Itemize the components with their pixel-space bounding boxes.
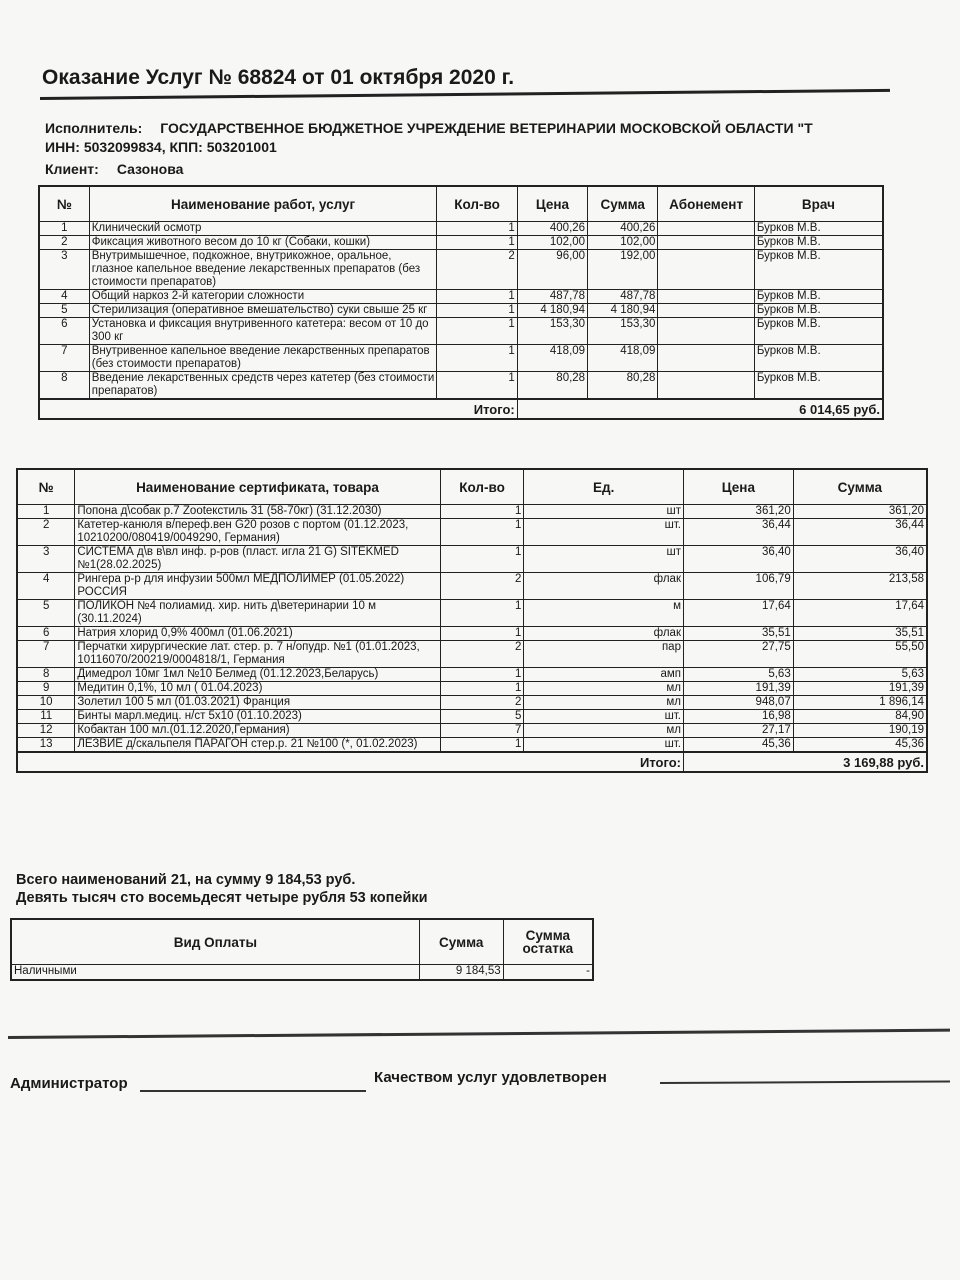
services-row: [39, 236, 883, 250]
service-subscription: [658, 372, 754, 400]
goods-sum: 213,58: [793, 573, 927, 600]
quality-label: Качеством услуг удовлетворен: [374, 1069, 607, 1086]
services-header-row: [39, 186, 883, 222]
goods-table: [16, 468, 928, 773]
payment-col-sum: Сумма: [419, 919, 503, 965]
goods-name: Кобактан 100 мл.(01.12.2020,Германия): [75, 724, 440, 738]
service-name: Общий наркоз 2-й категории сложности: [89, 290, 437, 304]
row-num: 13: [17, 738, 75, 753]
row-num: 6: [39, 318, 89, 345]
goods-price: 27,75: [683, 641, 793, 668]
service-doctor: Бурков М.В.: [754, 250, 883, 290]
goods-qty: 1: [440, 600, 524, 627]
services-col-qty: Кол-во: [437, 186, 517, 222]
goods-row: [17, 738, 927, 753]
row-num: 4: [39, 290, 89, 304]
goods-name: Перчатки хирургические лат. стер. р. 7 н/опудр. №1 (01.01.2023, 10116070/200219/0004818/1, Германия: [75, 641, 440, 668]
service-subscription: [658, 290, 754, 304]
service-doctor: Бурков М.В.: [754, 318, 883, 345]
services-row: [39, 290, 883, 304]
service-doctor: Бурков М.В.: [754, 372, 883, 400]
goods-qty: 2: [440, 696, 524, 710]
service-qty: 1: [437, 236, 517, 250]
goods-qty: 7: [440, 724, 524, 738]
admin-signature-line: [140, 1090, 366, 1092]
services-total-row: [39, 399, 883, 419]
goods-qty: 1: [440, 519, 524, 546]
goods-row: [17, 710, 927, 724]
service-qty: 1: [437, 304, 517, 318]
goods-unit: шт.: [524, 738, 684, 753]
service-subscription: [658, 345, 754, 372]
services-row: [39, 250, 883, 290]
goods-qty: 1: [440, 546, 524, 573]
goods-price: 36,44: [683, 519, 793, 546]
summary-total-line: Всего наименований 21, на сумму 9 184,53 руб.: [16, 872, 356, 888]
service-subscription: [658, 250, 754, 290]
goods-price: 36,40: [683, 546, 793, 573]
goods-sum: 36,40: [793, 546, 927, 573]
row-num: 5: [17, 600, 75, 627]
goods-price: 16,98: [683, 710, 793, 724]
row-num: 11: [17, 710, 75, 724]
goods-price: 17,64: [683, 600, 793, 627]
service-doctor: Бурков М.В.: [754, 222, 883, 236]
service-doctor: Бурков М.В.: [754, 345, 883, 372]
goods-total-value: 3 169,88 руб.: [683, 752, 927, 772]
payment-col-remainder: Сумма остатка: [503, 919, 593, 965]
service-sum: 80,28: [588, 372, 658, 400]
goods-col-price: Цена: [683, 469, 793, 505]
goods-unit: пар: [524, 641, 684, 668]
goods-price: 361,20: [683, 505, 793, 519]
services-col-name: Наименование работ, услуг: [89, 186, 437, 222]
goods-name: ПОЛИКОН №4 полиамид. хир. нить д\ветеринарии 10 м (30.11.2024): [75, 600, 440, 627]
service-name: Внутривенное капельное введение лекарственных препаратов (без стоимости препаратов): [89, 345, 437, 372]
services-row: [39, 222, 883, 236]
goods-row: [17, 505, 927, 519]
service-name: Введение лекарственных средств через катетер (без стоимости препаратов): [89, 372, 437, 400]
goods-name: Катетер-канюля в/переф.вен G20 розов с портом (01.12.2023, 10210200/080419/0049290, Германия): [75, 519, 440, 546]
service-name: Стерилизация (оперативное вмешательство) суки свыше 25 кг: [89, 304, 437, 318]
payment-header-row: [11, 919, 593, 965]
goods-col-qty: Кол-во: [440, 469, 524, 505]
row-num: 10: [17, 696, 75, 710]
goods-qty: 1: [440, 738, 524, 753]
goods-unit: шт.: [524, 519, 684, 546]
goods-unit: мл: [524, 696, 684, 710]
goods-sum: 361,20: [793, 505, 927, 519]
row-num: 1: [39, 222, 89, 236]
goods-price: 5,63: [683, 668, 793, 682]
service-sum: 192,00: [588, 250, 658, 290]
payment-type-cell: Наличными: [11, 965, 419, 981]
goods-row: [17, 641, 927, 668]
goods-col-unit: Ед.: [524, 469, 684, 505]
goods-qty: 1: [440, 627, 524, 641]
goods-qty: 1: [440, 668, 524, 682]
service-subscription: [658, 222, 754, 236]
goods-unit: мл: [524, 724, 684, 738]
services-total-value: 6 014,65 руб.: [517, 399, 883, 419]
goods-price: 27,17: [683, 724, 793, 738]
service-qty: 1: [437, 222, 517, 236]
service-qty: 1: [437, 345, 517, 372]
goods-total-row: [17, 752, 927, 772]
goods-sum: 35,51: [793, 627, 927, 641]
summary-words-line: Девять тысяч сто восемьдесят четыре рубля 53 копейки: [16, 890, 428, 906]
admin-label: Администратор: [10, 1075, 128, 1092]
services-row: [39, 372, 883, 400]
payment-table: [10, 918, 594, 981]
row-num: 2: [39, 236, 89, 250]
row-num: 6: [17, 627, 75, 641]
goods-sum: 17,64: [793, 600, 927, 627]
service-name: Внутримышечное, подкожное, внутрикожное, оральное, глазное капельное введение лекарственных препаратов (без стоимости препаратов): [89, 250, 437, 290]
service-sum: 102,00: [588, 236, 658, 250]
service-subscription: [658, 236, 754, 250]
payment-remainder-cell: -: [503, 965, 593, 981]
goods-price: 45,36: [683, 738, 793, 753]
service-qty: 2: [437, 250, 517, 290]
services-col-sum: Сумма: [588, 186, 658, 222]
goods-name: Бинты марл.медиц. н/ст 5х10 (01.10.2023): [75, 710, 440, 724]
goods-unit: шт: [524, 505, 684, 519]
service-sum: 153,30: [588, 318, 658, 345]
goods-name: ЛЕЗВИЕ д/скальпеля ПАРАГОН стер.р. 21 №100 (*, 01.02.2023): [75, 738, 440, 753]
goods-col-name: Наименование сертификата, товара: [75, 469, 440, 505]
row-num: 3: [17, 546, 75, 573]
goods-qty: 1: [440, 505, 524, 519]
goods-row: [17, 627, 927, 641]
goods-unit: м: [524, 600, 684, 627]
goods-qty: 2: [440, 573, 524, 600]
services-col-subscription: Абонемент: [658, 186, 754, 222]
service-price: 400,26: [517, 222, 587, 236]
goods-sum: 55,50: [793, 641, 927, 668]
goods-unit: амп: [524, 668, 684, 682]
goods-name: Золетил 100 5 мл (01.03.2021) Франция: [75, 696, 440, 710]
goods-qty: 2: [440, 641, 524, 668]
row-num: 8: [39, 372, 89, 400]
service-name: Клинический осмотр: [89, 222, 437, 236]
title-underline: [40, 89, 890, 100]
goods-unit: флак: [524, 627, 684, 641]
services-col-num: №: [39, 186, 89, 222]
row-num: 7: [17, 641, 75, 668]
service-price: 102,00: [517, 236, 587, 250]
goods-row: [17, 682, 927, 696]
goods-price: 106,79: [683, 573, 793, 600]
goods-sum: 45,36: [793, 738, 927, 753]
goods-name: Попона д\собак р.7 Zootекстиль 31 (58-70кг) (31.12.2030): [75, 505, 440, 519]
service-price: 4 180,94: [517, 304, 587, 318]
goods-header-row: [17, 469, 927, 505]
services-col-doctor: Врач: [754, 186, 883, 222]
payment-row: [11, 965, 593, 981]
goods-name: Димедрол 10мг 1мл №10 Белмед (01.12.2023,Беларусь): [75, 668, 440, 682]
goods-sum: 190,19: [793, 724, 927, 738]
quality-signature-line: [660, 1080, 950, 1083]
service-sum: 400,26: [588, 222, 658, 236]
goods-sum: 1 896,14: [793, 696, 927, 710]
goods-unit: мл: [524, 682, 684, 696]
service-doctor: Бурков М.В.: [754, 304, 883, 318]
service-subscription: [658, 304, 754, 318]
row-num: 12: [17, 724, 75, 738]
service-qty: 1: [437, 372, 517, 400]
goods-unit: шт: [524, 546, 684, 573]
goods-qty: 5: [440, 710, 524, 724]
separator-line: [8, 1029, 950, 1039]
service-price: 487,78: [517, 290, 587, 304]
executor-label: Исполнитель:: [45, 120, 143, 136]
service-qty: 1: [437, 318, 517, 345]
service-doctor: Бурков М.В.: [754, 236, 883, 250]
goods-sum: 84,90: [793, 710, 927, 724]
services-total-label: Итого:: [39, 399, 517, 419]
goods-sum: 36,44: [793, 519, 927, 546]
row-num: 1: [17, 505, 75, 519]
goods-unit: шт.: [524, 710, 684, 724]
goods-total-label: Итого:: [17, 752, 683, 772]
row-num: 7: [39, 345, 89, 372]
service-qty: 1: [437, 290, 517, 304]
executor-line: [45, 120, 813, 136]
services-row: [39, 304, 883, 318]
goods-price: 191,39: [683, 682, 793, 696]
row-num: 2: [17, 519, 75, 546]
goods-row: [17, 573, 927, 600]
goods-col-sum: Сумма: [793, 469, 927, 505]
goods-sum: 5,63: [793, 668, 927, 682]
row-num: 5: [39, 304, 89, 318]
payment-col-type: Вид Оплаты: [11, 919, 419, 965]
row-num: 4: [17, 573, 75, 600]
service-subscription: [658, 318, 754, 345]
client-label: Клиент:: [45, 161, 99, 177]
goods-unit: флак: [524, 573, 684, 600]
row-num: 8: [17, 668, 75, 682]
service-sum: 418,09: [588, 345, 658, 372]
goods-name: Рингера р-р для инфузии 500мл МЕДПОЛИМЕР (01.05.2022) РОССИЯ: [75, 573, 440, 600]
document-title: Оказание Услуг № 68824 от 01 октября 2020 г.: [42, 66, 515, 89]
client-line: [45, 161, 183, 177]
goods-row: [17, 696, 927, 710]
goods-name: Натрия хлорид 0,9% 400мл (01.06.2021): [75, 627, 440, 641]
goods-qty: 1: [440, 682, 524, 696]
goods-row: [17, 519, 927, 546]
goods-row: [17, 668, 927, 682]
service-price: 80,28: [517, 372, 587, 400]
client-value: Сазонова: [116, 161, 184, 177]
row-num: 3: [39, 250, 89, 290]
service-name: Фиксация животного весом до 10 кг (Собаки, кошки): [89, 236, 437, 250]
services-col-price: Цена: [517, 186, 587, 222]
goods-price: 35,51: [683, 627, 793, 641]
row-num: 9: [17, 682, 75, 696]
service-sum: 487,78: [588, 290, 658, 304]
goods-sum: 191,39: [793, 682, 927, 696]
goods-name: Медитин 0,1%, 10 мл ( 01.04.2023): [75, 682, 440, 696]
services-row: [39, 345, 883, 372]
inn-line: ИНН: 5032099834, КПП: 503201001: [45, 139, 277, 155]
services-table: [38, 185, 884, 420]
goods-row: [17, 546, 927, 573]
service-price: 153,30: [517, 318, 587, 345]
goods-row: [17, 724, 927, 738]
service-sum: 4 180,94: [588, 304, 658, 318]
service-name: Установка и фиксация внутривенного катетера: весом от 10 до 300 кг: [89, 318, 437, 345]
service-doctor: Бурков М.В.: [754, 290, 883, 304]
services-row: [39, 318, 883, 345]
goods-price: 948,07: [683, 696, 793, 710]
payment-sum-cell: 9 184,53: [419, 965, 503, 981]
goods-col-num: №: [17, 469, 75, 505]
executor-value: ГОСУДАРСТВЕННОЕ БЮДЖЕТНОЕ УЧРЕЖДЕНИЕ ВЕТЕРИНАРИИ МОСКОВСКОЙ ОБЛАСТИ "Т: [160, 120, 813, 136]
goods-name: СИСТЕМА д\в в\вл инф. р-ров (пласт. игла 21 G) SITEKMED №1(28.02.2025): [75, 546, 440, 573]
service-price: 418,09: [517, 345, 587, 372]
goods-row: [17, 600, 927, 627]
service-price: 96,00: [517, 250, 587, 290]
